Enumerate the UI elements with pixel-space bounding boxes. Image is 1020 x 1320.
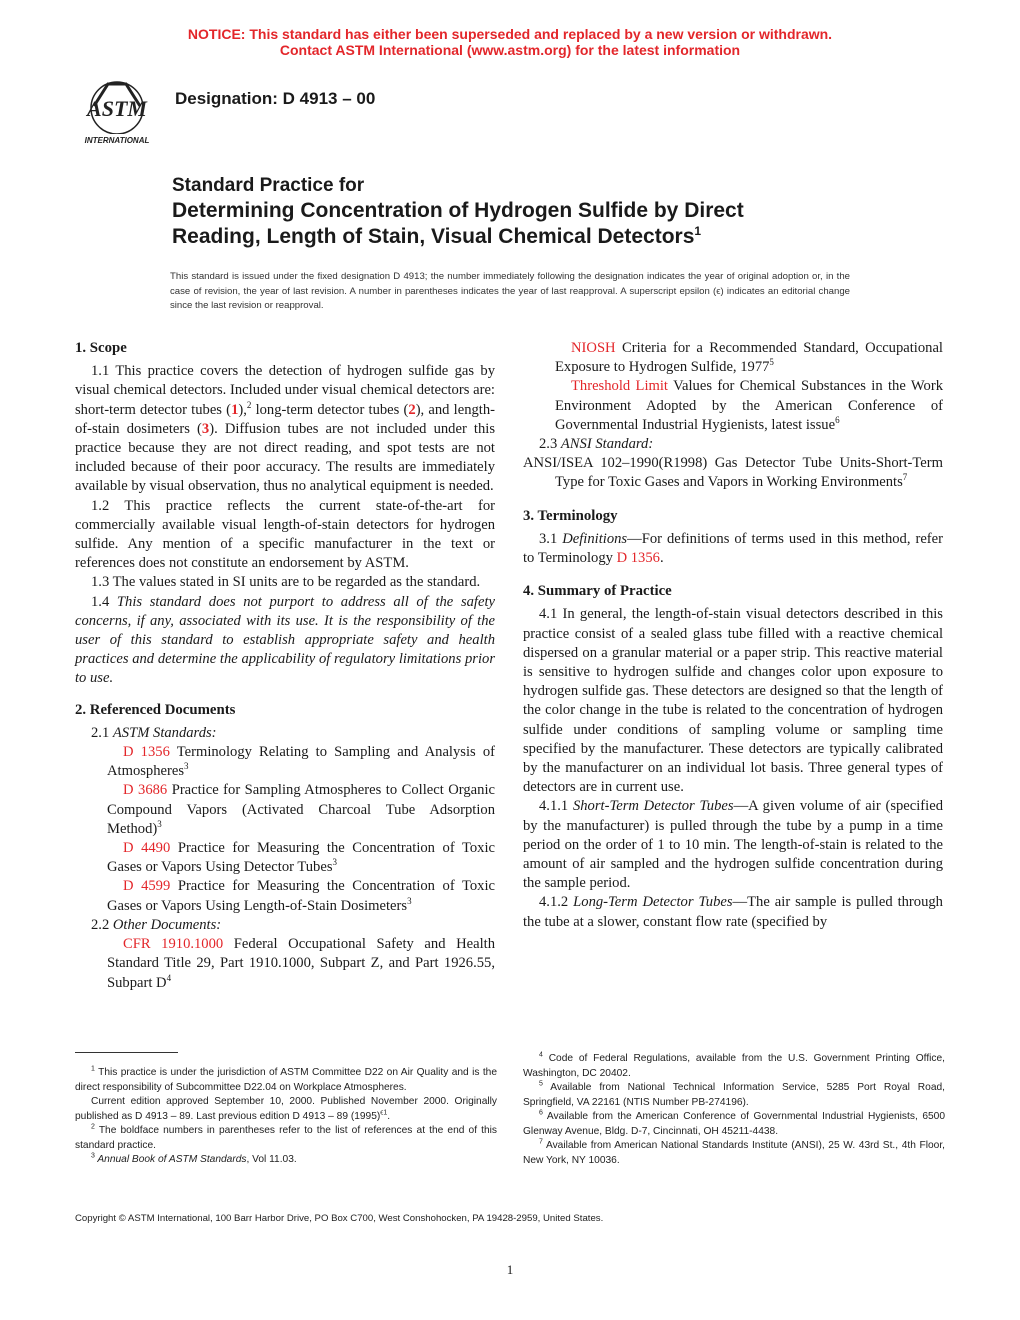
refdocs-2-3: 2.3 ANSI Standard:: [539, 436, 654, 453]
link-cfr[interactable]: CFR 1910.1000: [123, 936, 224, 953]
link-threshold-limit[interactable]: Threshold Limit: [571, 378, 668, 395]
refdocs-heading: 2. Referenced Documents: [75, 701, 236, 718]
notice-line-2: Contact ASTM International (www.astm.org) for the latest information: [279, 42, 741, 58]
refdocs-2-1: 2.1 ASTM Standards:: [91, 724, 217, 741]
right-column: [523, 339, 943, 932]
other-ref-threshold: Threshold Limit Values for Chemical Substances in the Work Environment Adopted by the American Conference of Governmental Industrial Hygienists, latest issue$^6$: [555, 378, 943, 433]
notice-line-1: NOTICE: This standard has either been superseded and replaced by a new version or withdrawn.: [187, 26, 833, 42]
astm-ref-d4599: D 4599 Practice for Measuring the Concentration of Toxic Gases or Vapors Using Length-of-Stain Dosimeters$^3$: [107, 878, 495, 914]
footnote-2: $^2$ The boldface numbers in parentheses refer to the list of references at the end of this standard practice.: [75, 1123, 497, 1151]
refdocs-2-2: 2.2 Other Documents:: [91, 916, 222, 933]
logo-letters: ASTM: [87, 96, 147, 121]
logo-label: INTERNATIONAL: [84, 136, 150, 145]
summary-heading: 4. Summary of Practice: [523, 583, 672, 600]
title-line-3: [172, 224, 892, 250]
terminology-3-1: 3.1 Definitions—For definitions of terms used in this method, refer to Terminology D 1356.: [523, 530, 944, 567]
link-d3686[interactable]: D 3686: [123, 782, 168, 799]
ref-link-2[interactable]: 2: [408, 401, 416, 418]
terminology-heading: 3. Terminology: [523, 507, 618, 524]
link-niosh[interactable]: NIOSH: [571, 340, 616, 356]
summary-4-1-2: 4.1.2 Long-Term Detector Tubes—The air sample is pulled through the tube at a slower, constant flow rate (specified by: [523, 894, 943, 930]
other-ref-niosh: NIOSH Criteria for a Recommended Standard, Occupational Exposure to Hydrogen Sulfide, 1977$^5$: [555, 340, 943, 376]
scope-1-3: 1.3 The values stated in SI units are to be regarded as the standard.: [91, 574, 481, 591]
astm-ref-d3686: D 3686 Practice for Sampling Atmospheres to Collect Organic Compound Vapors (Activated Charcoal Tube Adsorption Method)$^3$: [107, 782, 495, 837]
astm-ref-d4490: D 4490 Practice for Measuring the Concentration of Toxic Gases or Vapors Using Detector Tubes$^3$: [107, 840, 495, 876]
link-d1356[interactable]: D 1356: [123, 744, 170, 761]
summary-4-1: 4.1 In general, the length-of-stain visual detectors described in this practice consist of a sealed glass tube filled with a reactive chemical dispersed on a granular material or a paper strip. This reactive material is sensitive to hydrogen sulfide and changes color upon exposure to hydrogen sulfide gas. These detectors are designed so that the length of the color change in the tube is related to the concentration of hydrogen sulfide under conditions of sampling volume or sampling time specified by the manufacturer. These detectors are typically calibrated by the manufacturer on an individual lot basis. Three general types of detectors are in current use.: [523, 606, 943, 796]
footnote-5: $^5$ Available from National Technical Information Service, 5285 Port Royal Road, Springfield, VA 22161 (NTIS Number PB-274196).: [523, 1080, 945, 1108]
other-ref-cfr-start: CFR 1910.1000 Federal Occupational Safety and Health Standard Title 29, Part 1910.1000, Subpart Z, and Part 1926.55, Subpart $D^4$: [107, 936, 495, 991]
footnotes-left: [75, 1066, 497, 1168]
footnote-rule: [75, 1052, 178, 1053]
footnote-1: $^1$ This practice is under the jurisdiction of ASTM Committee D22 on Air Quality and is the direct responsibility of Subcommittee D22.04 on Workplace Atmospheres.: [75, 1065, 497, 1093]
title-line-3-text: Reading, Length of Stain, Visual Chemical Detectors: [172, 225, 695, 248]
copyright: Copyright © ASTM International, 100 Barr Harbor Drive, PO Box C700, West Conshohocken, PA 19428-2959, United States.: [75, 1213, 604, 1224]
astm-logo: [74, 76, 160, 148]
footnote-1b: Current edition approved September 10, 2000. Published November 2000. Originally published as D 4913 – 89. Last previous edition D 4913 – 89 $(1995)^{\epsilon 1}$.: [75, 1096, 497, 1122]
cfr-text: Federal Occupational Safety and Health Standard Title 29, Part 1910.1000, Subpart Z, and Part 1926.55, Subpart D: [107, 936, 495, 991]
footnote-4: $^4$ Code of Federal Regulations, available from the U.S. Government Printing Office, Washington, DC 20402.: [523, 1051, 945, 1079]
left-column: [75, 339, 495, 993]
scope-heading: 1. Scope: [75, 340, 127, 356]
designation: Designation: D 4913 – 00: [175, 89, 376, 108]
link-d4599[interactable]: D 4599: [123, 878, 171, 895]
astm-ref-d1356: D 1356 Terminology Relating to Sampling and Analysis of Atmospheres$^3$: [107, 744, 495, 780]
footnote-7: $^7$ Available from American National Standards Institute (ANSI), 25 W. 43rd St., 4th Floor, New York, NY 10036.: [523, 1138, 945, 1166]
issued-note: This standard is issued under the fixed designation D 4913; the number immediately following the designation indicates the year of original adoption or, in the case of revision, the year of last revision. A number in parentheses indicates the year of last reapproval. A superscript epsilon (ϵ) indicates an editorial change since the last revision or reapproval.: [170, 271, 850, 311]
link-d1356-term[interactable]: D 1356: [616, 550, 660, 567]
title-line-1: Standard Practice for: [172, 175, 365, 196]
title-footnote-mark: 1: [694, 224, 702, 238]
ref-link-3[interactable]: 3: [201, 420, 210, 437]
astm-logo-icon: [74, 76, 160, 148]
footnote-3: $^3$ Annual Book of ASTM Standards, Vol 11.03.: [91, 1152, 297, 1165]
summary-4-1-1: 4.1.1 Short-Term Detector Tubes—A given volume of air (specified by the manufacturer) is pulled through the tube by a pump in a time period on the order of 1 to 10 min. The length-of-stain is related to the amount of air sampled and the hydrogen sulfide concentration during the sample period.: [523, 798, 943, 892]
ref-link-1[interactable]: 1: [231, 401, 239, 418]
link-d4490[interactable]: D 4490: [123, 840, 171, 857]
ansi-ref: ANSI/ISEA 102–1990(R1998) Gas Detector Tube Units-Short-Term Type for Toxic Gases and Vapors in Working Environments$^7$: [523, 455, 943, 491]
scope-1-4: 1.4 This standard does not purport to address all of the safety concerns, if any, associated with its use. It is the responsibility of the user of this standard to establish appropriate safety and health practices and determine the applicability of regulatory limitations prior to use.: [75, 593, 495, 687]
title-line-2: Determining Concentration of Hydrogen Sulfide by Direct: [172, 199, 744, 222]
scope-1-1: 1.1 This practice covers the detection of hydrogen sulfide gas by visual chemical detectors. Included under visual chemical detectors are: short-term detector tubes (1),$^2$ long-term detector tubes (2), and length-of-stain dosimeters (3). Diffusion tubes are not included under this practice because they are not direct reading, and spot tests are not included because of their poor accuracy. The results are immediately available by visual observation, thus no analytical equipment is needed.: [75, 363, 496, 495]
title-block: [172, 174, 892, 250]
footnotes-right: [523, 1052, 945, 1168]
page-number: 1: [506, 1262, 514, 1277]
footnote-6: $^6$ Available from the American Conference of Governmental Industrial Hygienists, 6500 Glenway Avenue, Bldg. D-7, Cincinnati, OH 45211-4438.: [523, 1109, 945, 1137]
scope-1-2: 1.2 This practice reflects the current state-of-the-art for commercially available visual length-of-stain detectors for hydrogen sulfide. Any mention of a specific manufacturer in the text or references does not constitute an endorsement by ASTM.: [75, 497, 495, 572]
